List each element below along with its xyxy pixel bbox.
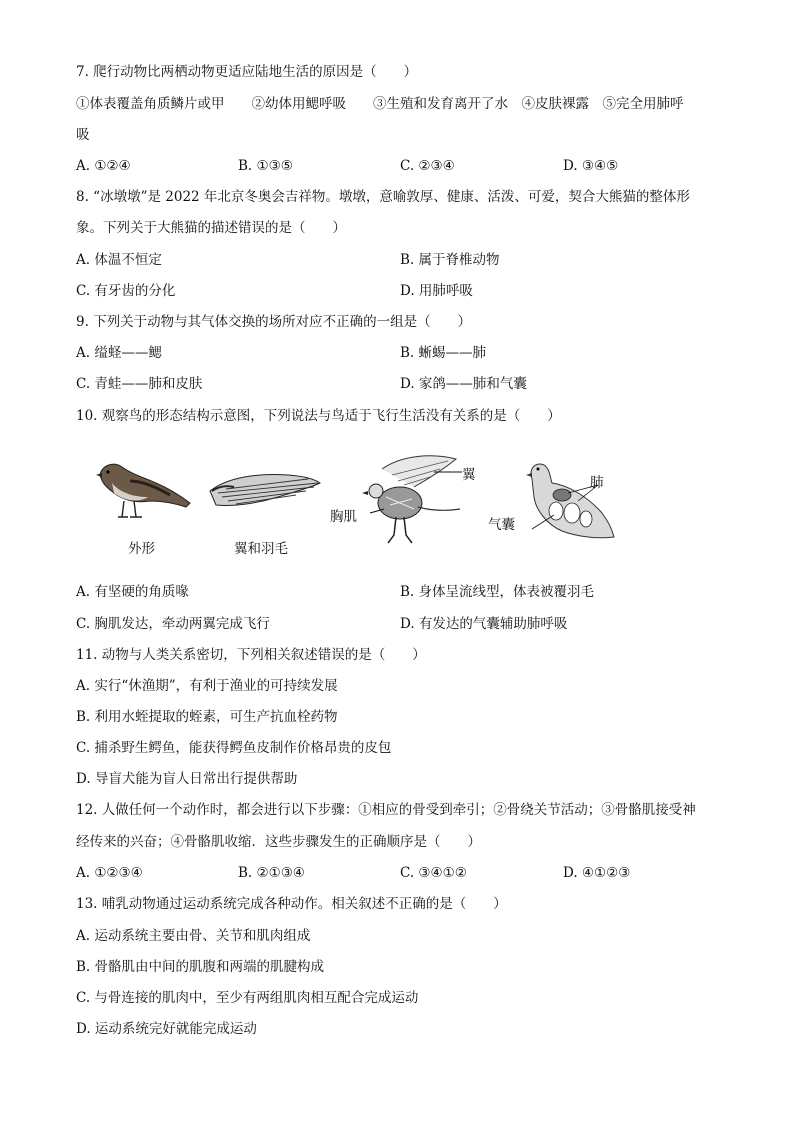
q8-option-d: D. 用肺呼吸 [400, 283, 473, 299]
q10-option-b: B. 身体呈流线型，体表被覆羽毛 [400, 584, 595, 600]
q12-stem-cont: 经传来的兴奋；④骨骼肌收缩．这些步骤发生的正确顺序是（ ） [76, 834, 481, 850]
q7-statements-cont: 吸 [76, 127, 90, 143]
q10-option-d: D. 有发达的气囊辅助肺呼吸 [400, 616, 568, 632]
q13-option-b: B. 骨骼肌由中间的肌腹和两端的肌腱构成 [76, 959, 325, 975]
q11-option-d: D. 导盲犬能为盲人日常出行提供帮助 [76, 771, 298, 787]
q9-option-a: A. 缢蛏——鳃 [76, 345, 162, 361]
q13-option-c: C. 与骨连接的肌肉中，至少有两组肌肉相互配合完成运动 [76, 990, 419, 1006]
q11-option-a: A. 实行“休渔期”，有利于渔业的可持续发展 [76, 678, 338, 694]
q12-stem: 12. 人做任何一个动作时，都会进行以下步骤：①相应的骨受到牵引；②骨绕关节活动；③骨骼肌接受神 [76, 802, 696, 818]
q12-option-c: C. ③④①② [400, 865, 467, 881]
q12-option-a: A. ①②③④ [76, 865, 143, 881]
label-wing: 翼 [462, 467, 476, 483]
q11-stem: 11. 动物与人类关系密切，下列相关叙述错误的是（ ） [76, 647, 426, 663]
q13-option-d: D. 运动系统完好就能完成运动 [76, 1021, 257, 1037]
label-lung: 肺 [590, 475, 604, 491]
bird-structure-figure [90, 445, 620, 565]
q7-option-b: B. ①③⑤ [238, 158, 293, 174]
wing-pointer-line [434, 467, 464, 477]
q9-option-d: D. 家鸽——肺和气囊 [400, 376, 527, 392]
q13-option-a: A. 运动系统主要由骨、关节和肌肉组成 [76, 928, 311, 944]
q10-option-a: A. 有坚硬的角质喙 [76, 584, 189, 600]
q9-stem: 9. 下列关于动物与其气体交换的场所对应不正确的一组是（ ） [76, 314, 472, 330]
q9-option-c: C. 青蛙——肺和皮肤 [76, 376, 203, 392]
q13-stem: 13. 哺乳动物通过运动系统完成各种动作。相关叙述不正确的是（ ） [76, 896, 507, 912]
q8-option-b: B. 属于脊椎动物 [400, 252, 500, 268]
q7-statements: ①体表覆盖角质鳞片或甲 ②幼体用鳃呼吸 ③生殖和发育离开了水 ④皮肤裸露 ⑤完全用肺呼 [76, 96, 684, 112]
label-outline: 外形 [128, 541, 155, 557]
q10-option-c: C. 胸肌发达，牵动两翼完成飞行 [76, 616, 270, 632]
q12-option-d: D. ④①②③ [563, 865, 631, 881]
q7-option-c: C. ②③④ [400, 158, 455, 174]
q7-option-a: A. ①②④ [76, 158, 131, 174]
sparrow-illustration [90, 453, 200, 533]
q10-stem: 10. 观察鸟的形态结构示意图，下列说法与鸟适于飞行生活没有关系的是（ ） [76, 408, 561, 424]
q11-option-b: B. 利用水蛭提取的蛭素，可生产抗血栓药物 [76, 709, 338, 725]
q7-stem: 7. 爬行动物比两栖动物更适应陆地生活的原因是（ ） [76, 64, 418, 80]
q8-option-c: C. 有牙齿的分化 [76, 283, 176, 299]
q8-option-a: A. 体温不恒定 [76, 252, 162, 268]
q8-stem: 8. “冰墩墩”是 2022 年北京冬奥会吉祥物。墩墩，意喻敦厚、健康、活泼、可爱，契合大熊猫的整体形 [76, 189, 690, 205]
q9-option-b: B. 蜥蜴——肺 [400, 345, 487, 361]
wing-illustration [208, 467, 323, 527]
label-air-sac: 气囊 [488, 517, 515, 533]
q11-option-c: C. 捕杀野生鳄鱼，能获得鳄鱼皮制作价格昂贵的皮包 [76, 740, 392, 756]
label-chest-muscle: 胸肌 [330, 509, 357, 525]
q8-stem-cont: 象。下列关于大熊猫的描述错误的是（ ） [76, 220, 346, 236]
label-wing-feathers: 翼和羽毛 [234, 541, 288, 557]
q12-option-b: B. ②①③④ [238, 865, 305, 881]
q7-option-d: D. ③④⑤ [563, 158, 619, 174]
